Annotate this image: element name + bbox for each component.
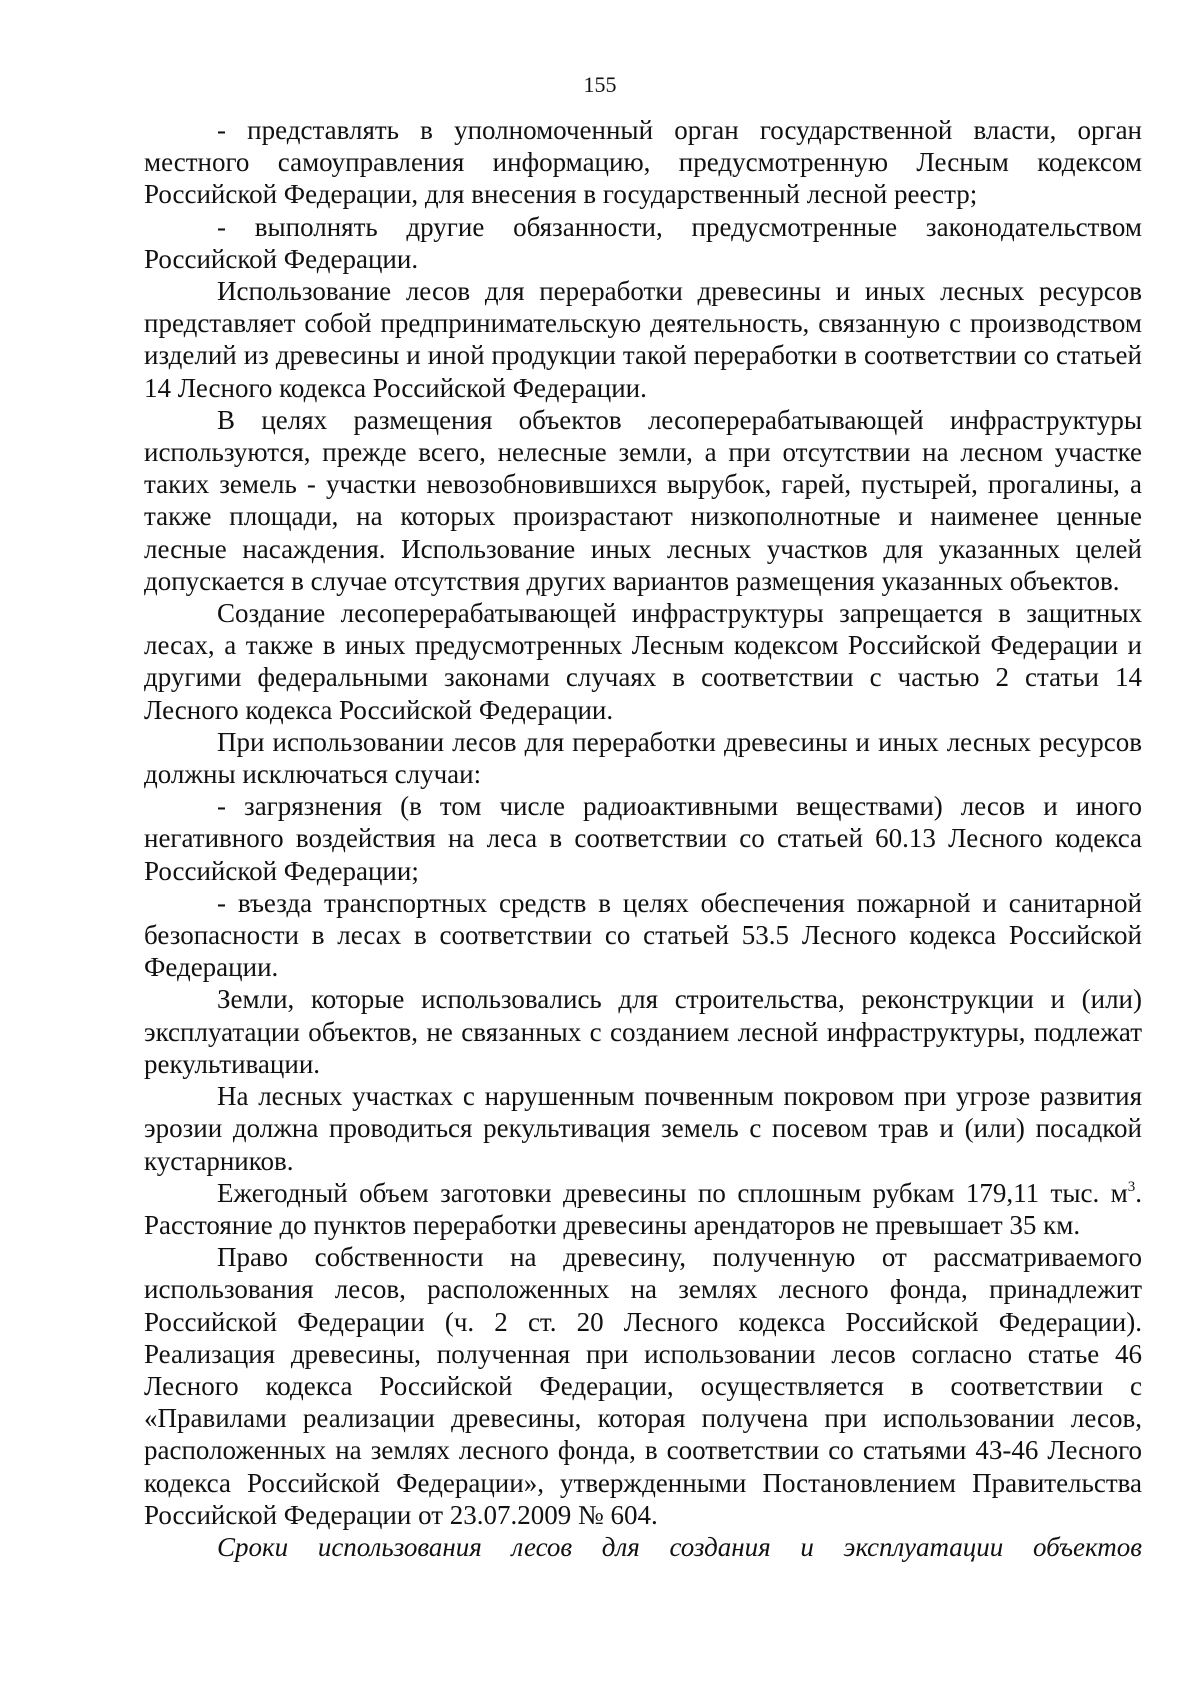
distance-text: . Расстояние до пунктов переработки древесины арендаторов не превышает 35 км. (144, 1177, 1142, 1240)
paragraph-cases-excluded: При использовании лесов для переработки древесины и иных лесных ресурсов должны исключаться случаи: (144, 726, 1142, 790)
paragraph-vehicle-entry: - въезда транспортных средств в целях обеспечения пожарной и санитарной безопасности в лесах в соответствии со статьей 53.5 Лесного кодекса Российской Федерации. (144, 887, 1142, 983)
paragraph-placement-lands: В целях размещения объектов лесоперерабатывающей инфраструктуры используются, прежде всего, нелесные земли, а при отсутствии на лесном участке таких земель - участки невозобновившихся вырубок, гарей, пустырей, прогалины, а также площади, на которых произрастают низкополнотные и наименее ценные лесные насаждения. Использование иных лесных участков для указанных целей допускается в случае отсутствия других вариантов размещения указанных объектов. (144, 404, 1142, 596)
annual-volume-text: Ежегодный объем заготовки древесины по сплошным рубкам 179,11 тыс. м (217, 1177, 1128, 1208)
paragraph-recultivation: Земли, которые использовались для строительства, реконструкции и (или) эксплуатации объектов, не связанных с созданием лесной инфраструктуры, подлежат рекультивации. (144, 984, 1142, 1079)
paragraph-annual-volume (144, 1177, 1142, 1241)
cubic-superscript: 3 (1127, 1178, 1136, 1195)
paragraph-erosion: На лесных участках с нарушенным почвенным покровом при угрозе развития эрозии должна проводиться рекультивация земель с посевом трав и (или) посадкой кустарников. (144, 1081, 1142, 1176)
paragraph-ownership: Право собственности на древесину, полученную от рассматриваемого использования лесов, расположенных на землях лесного фонда, принадлежит Российской Федерации (ч. 2 ст. 20 Лесного кодекса Российской Федерации). Реализация древесины, полученная при использовании лесов согласно статье 46 Лесного кодекса Российской Федерации, осуществляется в соответствии с «Правилами реализации древесины, которая получена при использовании лесов, расположенных на землях лесного фонда, в соответствии со статьями 43-46 Лесного кодекса Российской Федерации», утвержденными Постановлением Правительства Российской Федерации от 23.07.2009 № 604. (144, 1242, 1142, 1530)
paragraph-processing-definition: Использование лесов для переработки древесины и иных лесных ресурсов представляет собой предпринимательскую деятельность, связанную с производством изделий из древесины и иной продукции такой переработки в соответствии со статьей 14 Лесного кодекса Российской Федерации. (144, 276, 1142, 403)
paragraph-prohibition: Создание лесоперерабатывающей инфраструктуры запрещается в защитных лесах, а также в иных предусмотренных Лесным кодексом Российской Федерации и другими федеральными законами случаях в соответствии с частью 2 статьи 14 Лесного кодекса Российской Федерации. (144, 598, 1142, 725)
paragraph-other-duties: - выполнять другие обязанности, предусмотренные законодательством Российской Федерации. (144, 211, 1142, 274)
paragraph-report-to-authority: - представлять в уполномоченный орган государственной власти, орган местного самоуправления информацию, предусмотренную Лесным кодексом Российской Федерации, для внесения в государственный лесной реестр; (144, 115, 1142, 210)
document-body (144, 114, 1142, 1563)
page-number: 155 (583, 72, 617, 97)
italic-heading-line: Сроки использования лесов для создания и эксплуатации объектов (217, 1531, 1142, 1562)
paragraph-pollution: - загрязнения (в том числе радиоактивными веществами) лесов и иного негативного воздействия на леса в соответствии со статьей 60.13 Лесного кодекса Российской Федерации; (144, 791, 1142, 886)
